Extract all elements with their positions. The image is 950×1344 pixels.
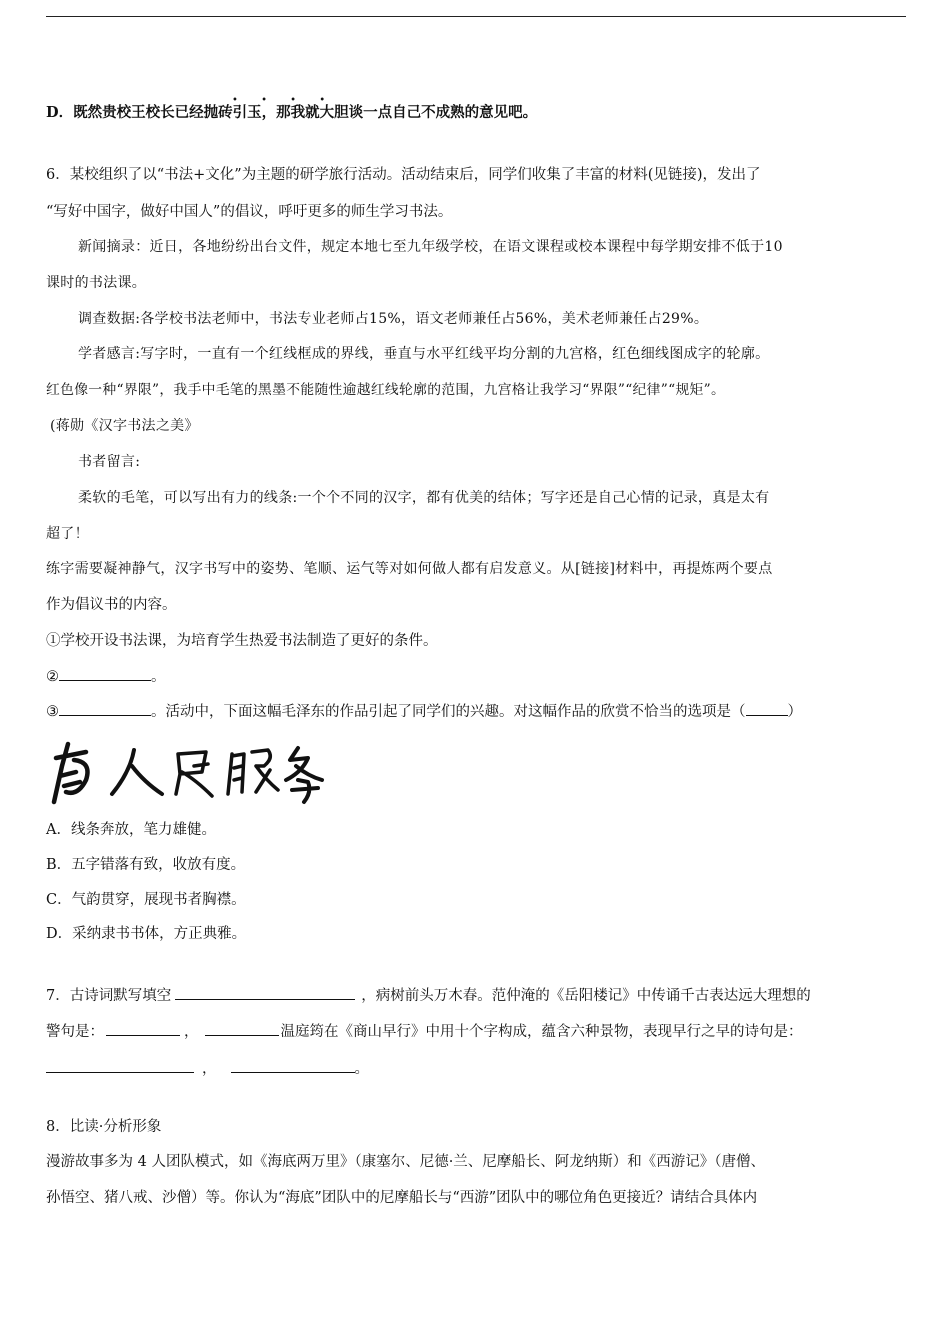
- writer-line2: 超了！: [46, 526, 89, 542]
- survey-line: 调查数据:各学校书法老师中，书法专业老师占15%，语文老师兼任占56%，美术老师兼任占29%。: [78, 311, 709, 327]
- q8-line1: 漫游故事多为 4 人团队模式，如《海底两万里》（康塞尔、尼德·兰、尼摩船长、阿龙纳斯）和《西游记》（唐僧、: [46, 1154, 766, 1170]
- emphasis-dots: • • • •: [232, 95, 336, 106]
- writer-line1: 柔软的毛笔，可以写出有力的线条:一个个不同的汉字，都有优美的结体；写字还是自己心情的记录，真是太有: [78, 490, 770, 506]
- writer-label: 书者留言:: [78, 454, 141, 470]
- option-d: D．采纳隶书书体，方正典雅。: [46, 926, 247, 942]
- q7-line3: ， 。: [46, 1058, 369, 1079]
- scholar-line1: 学者感言:写字时，一直有一个红线框成的界线，垂直与水平红线平均分割的九宫格，红色细线图成字的轮廓。: [78, 346, 770, 362]
- news-line2: 课时的书法课。: [46, 275, 147, 291]
- q7-blank-2[interactable]: [106, 1021, 180, 1036]
- top-rule: [46, 16, 906, 17]
- point-3: ③ 。活动中，下面这幅毛泽东的作品引起了同学们的兴趣。对这幅作品的欣赏不恰当的选项是（ ）: [46, 701, 802, 722]
- q7-blank-1[interactable]: [175, 985, 355, 1000]
- q7-blank-4[interactable]: [46, 1058, 194, 1073]
- news-line1: 新闻摘录：近日，各地纷纷出台文件，规定本地七至九年级学校，在语文课程或校本课程中每学期安排不低于10: [78, 239, 783, 255]
- scholar-line2: 红色像一种“界限”，我手中毛笔的黑墨不能随性逾越红线轮廓的范围，九宫格让我学习“界限”“纪律”“规矩”。: [46, 382, 726, 398]
- q8-line2: 孙悟空、猪八戒、沙僧）等。你认为“海底”团队中的尼摩船长与“西游”团队中的哪位角色更接近？请结合具体内: [46, 1190, 758, 1206]
- point-3-blank[interactable]: [59, 701, 151, 716]
- answer-choice-blank[interactable]: [746, 701, 788, 716]
- scholar-source: (蒋勋《汉字书法之美》: [50, 418, 199, 434]
- q6-intro-line2: “写好中国字，做好中国人”的倡议，呼吁更多的师生学习书法。: [46, 204, 453, 220]
- practice-line2: 作为倡议书的内容。: [46, 597, 177, 613]
- point-2: ② 。: [46, 666, 166, 687]
- point-2-blank[interactable]: [59, 666, 151, 681]
- q7-blank-3[interactable]: [205, 1021, 279, 1036]
- calligraphy-icon: [46, 736, 326, 810]
- q8-title: 8．比读·分析形象: [46, 1119, 162, 1135]
- q7-line2: 警句是： ， 温庭筠在《商山早行》中用十个字构成，蕴含六种景物，表现早行之早的诗句是：: [46, 1021, 803, 1042]
- q7-line1: 7．古诗词默写填空 ，病树前头万木春。范仲淹的《岳阳楼记》中传诵千古表达远大理想的: [46, 985, 811, 1006]
- option-a: A．线条奔放，笔力雄健。: [46, 822, 216, 838]
- q6-intro-line1: 6．某校组织了以“书法+文化”为主题的研学旅行活动。活动结束后，同学们收集了丰富的材料(见链接)，发出了: [46, 167, 761, 183]
- practice-line1: 练字需要凝神静气，汉字书写中的姿势、笔顺、运气等对如何做人都有启发意义。从[链接]材料中，再提炼两个要点: [46, 561, 773, 577]
- option-d-previous: D．既然贵校王校长已经抛砖引玉，那我就大胆谈一点自己不成熟的意见吧。: [46, 104, 538, 121]
- option-c: C．气韵贯穿，展现书者胸襟。: [46, 892, 246, 908]
- point-1: ①学校开设书法课，为培育学生热爱书法制造了更好的条件。: [46, 633, 438, 649]
- q7-blank-5[interactable]: [231, 1058, 355, 1073]
- option-b: B．五字错落有致，收放有度。: [46, 857, 246, 873]
